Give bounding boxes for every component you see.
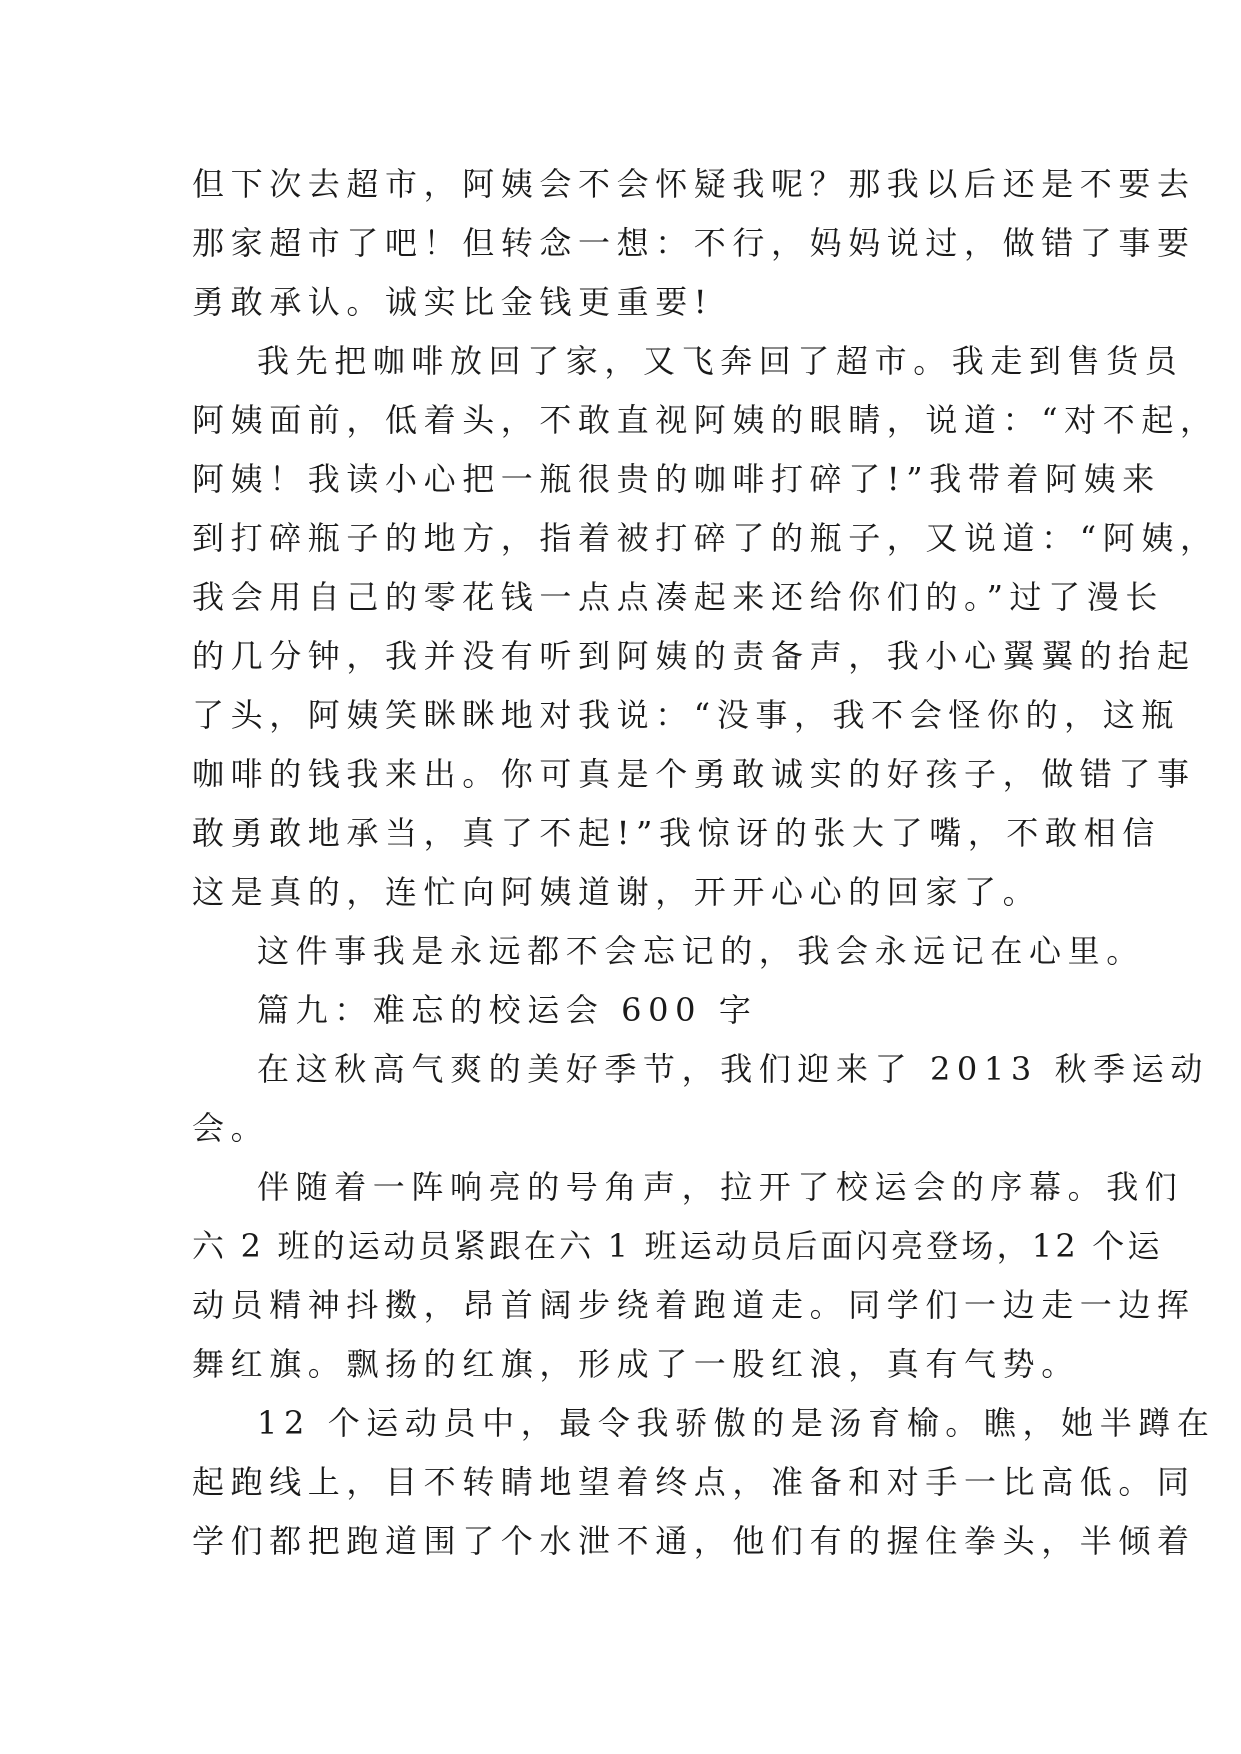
text-line: 的几分钟，我并没有听到阿姨的责备声，我小心翼翼的抬起 [192,637,1196,675]
text-line: 了头，阿姨笑眯眯地对我说：“没事，我不会怪你的，这瓶 [192,696,1180,734]
document-page [192,155,1219,1571]
text-line: 勇敢承认。诚实比金钱更重要! [192,283,714,321]
text-line: 咖啡的钱我来出。你可真是个勇敢诚实的好孩子，做错了事 [192,755,1196,793]
paragraph-first-line: 这件事我是永远都不会忘记的，我会永远记在心里。 [257,932,1145,970]
text-line: 我会用自己的零花钱一点点凑起来还给你们的。”过了漫长 [192,578,1164,616]
paragraph-first-line: 伴随着一阵响亮的号角声，拉开了校运会的序幕。我们 [257,1168,1184,1206]
text-line: 阿姨！我读小心把一瓶很贵的咖啡打碎了!”我带着阿姨来 [192,460,1161,498]
text-line: 敢勇敢地承当，真了不起!”我惊讶的张大了嘴，不敢相信 [192,814,1161,852]
text-line: 起跑线上，目不转睛地望着终点，准备和对手一比高低。同 [192,1463,1196,1501]
text-line: 阿姨面前，低着头，不敢直视阿姨的眼睛，说道：“对不起， [192,401,1219,439]
text-line: 六 2 班的运动员紧跟在六 1 班运动员后面闪亮登场，12 个运 [192,1227,1163,1265]
text-line: 会。 [192,1109,270,1147]
paragraph-first-line: 在这秋高气爽的美好季节，我们迎来了 2013 秋季运动 [257,1050,1209,1088]
paragraph-first-line: 我先把咖啡放回了家，又飞奔回了超市。我走到售货员 [257,342,1184,380]
text-line: 到打碎瓶子的地方，指着被打碎了的瓶子，又说道：“阿姨， [192,519,1219,557]
text-line: 动员精神抖擞，昂首阔步绕着跑道走。同学们一边走一边挥 [192,1286,1196,1324]
text-line: 舞红旗。飘扬的红旗，形成了一股红浪，真有气势。 [192,1345,1080,1383]
text-line: 学们都把跑道围了个水泄不通，他们有的握住拳头，半倾着 [192,1522,1196,1560]
paragraph-first-line: 12 个运动员中，最令我骄傲的是汤育榆。瞧，她半蹲在 [257,1404,1216,1442]
text-line: 这是真的，连忙向阿姨道谢，开开心心的回家了。 [192,873,1042,911]
text-line: 但下次去超市，阿姨会不会怀疑我呢？那我以后还是不要去 [192,165,1196,203]
text-line: 那家超市了吧！但转念一想：不行，妈妈说过，做错了事要 [192,224,1196,262]
section-heading: 篇九：难忘的校运会 600 字 [257,991,758,1029]
